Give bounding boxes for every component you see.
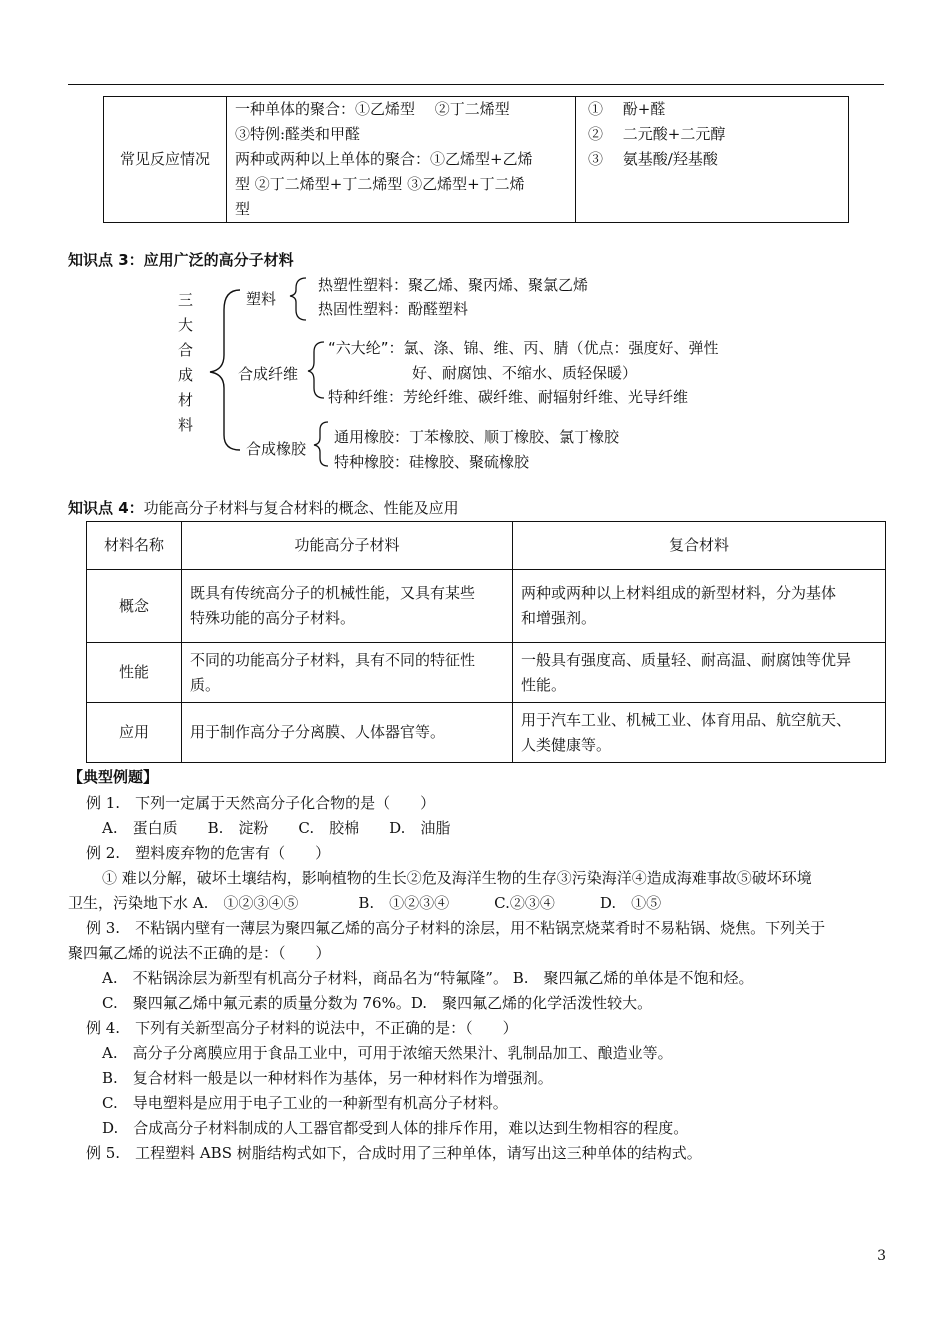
example-line: A. 不粘锅涂层为新型有机高分子材料，商品名为“特氟隆”。 B. 聚四氟乙烯的单体是不饱和烃。 [102,969,754,987]
table-row [87,703,886,763]
kp3-heading [68,249,294,270]
root-char: 材 [178,391,194,409]
plastics-item: 热固性塑料：酚醛塑料 [318,300,469,318]
text-line: ③ 氨基酸/羟基酸 [588,150,718,168]
text-line: 人类健康等。 [521,735,612,754]
text-line: 和增强剂。 [521,609,597,627]
comp-cell [513,703,886,763]
example-line: 卫生，污染地下水 A. ①②③④⑤ B. ①②③④ C.②③④ D. ①⑤ [68,894,662,912]
text-line: 不同的功能高分子材料，具有不同的特征性 [190,650,476,669]
text-line: 既具有传统高分子的机械性能，又具有某些 [190,584,476,602]
comp-cell [513,643,886,703]
table-row [87,570,886,643]
example-line: C. 导电塑料是应用于电子工业的一种新型有机高分子材料。 [102,1094,508,1112]
text-line: 两种或两种以上单体的聚合：①乙烯型+乙烯 [235,150,533,168]
plastics-label: 塑料 [246,290,277,308]
reaction-table [103,96,849,223]
example-line: A. 蛋白质 B. 淀粉 C. 胶棉 D. 油脂 [102,819,451,837]
header-cell: 功能高分子材料 [182,522,513,570]
example-line: 例 2. 塑料废弃物的危害有（ ） [86,844,331,862]
text-line: 型 [235,200,251,218]
rubber-label: 合成橡胶 [246,440,307,458]
root-char: 料 [178,416,194,434]
comp-cell [513,570,886,643]
kp4-label: 知识点 4： [68,499,144,517]
row-name: 概念 [87,570,182,643]
kp3-label: 知识点 3： [68,251,144,269]
fibers-item: “六大纶”：氯、涤、锦、维、丙、腈（优点：强度好、弹性 [328,339,719,357]
text-line: 一般具有强度高、质量轻、耐高温、耐腐蚀等优异 [521,650,852,669]
header-rule [68,84,884,85]
middle-cell [227,97,576,223]
header-cell: 材料名称 [87,522,182,570]
root-char: 大 [178,316,194,334]
plastics-item: 热塑性塑料：聚乙烯、聚丙烯、聚氯乙烯 [318,276,589,294]
text-line: 用于汽车工业、机械工业、体育用品、航空航天、 [521,710,852,729]
fibers-item: 好、耐腐蚀、不缩水、质轻保暖） [412,364,638,382]
fibers-item: 特种纤维：芳纶纤维、碳纤维、耐辐射纤维、光导纤维 [328,388,689,406]
diagram-root [178,288,196,438]
example-line: A. 高分子分离膜应用于食品工业中，可用于浓缩天然果汁、乳制品加工、酿造业等。 [102,1044,673,1062]
example-line: D. 合成高分子材料制成的人工器官都受到人体的排斥作用，难以达到生物相容的程度。 [102,1119,689,1137]
func-cell [182,703,513,763]
root-char: 合 [178,341,194,359]
kp3-title: 应用广泛的高分子材料 [143,251,294,269]
func-cell [182,570,513,643]
example-line: 例 3. 不粘锅内壁有一薄层为聚四氟乙烯的高分子材料的涂层，用不粘锅烹烧菜肴时不易粘锅、烧焦。下列关于 [86,919,826,937]
example-line: C. 聚四氟乙烯中氟元素的质量分数为 76%。D. 聚四氟乙烯的化学活泼性较大。 [102,994,653,1012]
fibers-label: 合成纤维 [238,365,299,383]
right-cell [576,97,849,223]
text-line: 用于制作高分子分离膜、人体器官等。 [190,723,446,741]
example-line: 例 5. 工程塑料 ABS 树脂结构式如下，合成时用了三种单体，请写出这三种单体的结构式。 [86,1144,702,1162]
text-line: ① 酚+醛 [588,100,666,118]
example-line: 例 1. 下列一定属于天然高分子化合物的是（ ） [86,794,436,812]
text-line: 质。 [190,675,221,694]
text-line: 特殊功能的高分子材料。 [190,609,356,627]
example-line: 例 4. 下列有关新型高分子材料的说法中，不正确的是：（ ） [86,1019,518,1037]
example-line: B. 复合材料一般是以一种材料作为基体，另一种材料作为增强剂。 [102,1069,553,1087]
text-line: 一种单体的聚合：①乙烯型 ②丁二烯型 [235,100,510,118]
text-line: ② 二元酸+二元醇 [588,125,726,143]
root-char: 成 [178,366,194,384]
row-label: 常见反应情况 [104,97,227,223]
root-char: 三 [178,291,194,309]
materials-table [86,521,886,763]
text-line: 型 ②丁二烯型+丁二烯型 ③乙烯型+丁二烯 [235,175,525,193]
text-line: 性能。 [521,675,567,694]
kp4-title: 功能高分子材料与复合材料的概念、性能及应用 [143,499,459,517]
page-number: 3 [877,1248,886,1264]
kp4-heading [68,497,459,518]
row-name: 性能 [87,643,182,703]
example-line: 聚四氟乙烯的说法不正确的是：（ ） [68,944,331,962]
examples-heading: 【典型例题】 [68,768,159,786]
header-cell: 复合材料 [513,522,886,570]
rubber-item: 通用橡胶：丁苯橡胶、顺丁橡胶、氯丁橡胶 [334,428,620,446]
rubber-item: 特种橡胶：硅橡胶、聚硫橡胶 [334,453,530,471]
func-cell [182,643,513,703]
text-line: 两种或两种以上材料组成的新型材料，分为基体 [521,584,837,602]
text-line: ③特例:醛类和甲醛 [235,125,361,143]
table-row [87,643,886,703]
row-name: 应用 [87,703,182,763]
example-line: ① 难以分解，破坏土壤结构，影响植物的生长②危及海洋生物的生存③污染海洋④造成海难事故⑤破坏环境 [102,869,812,887]
